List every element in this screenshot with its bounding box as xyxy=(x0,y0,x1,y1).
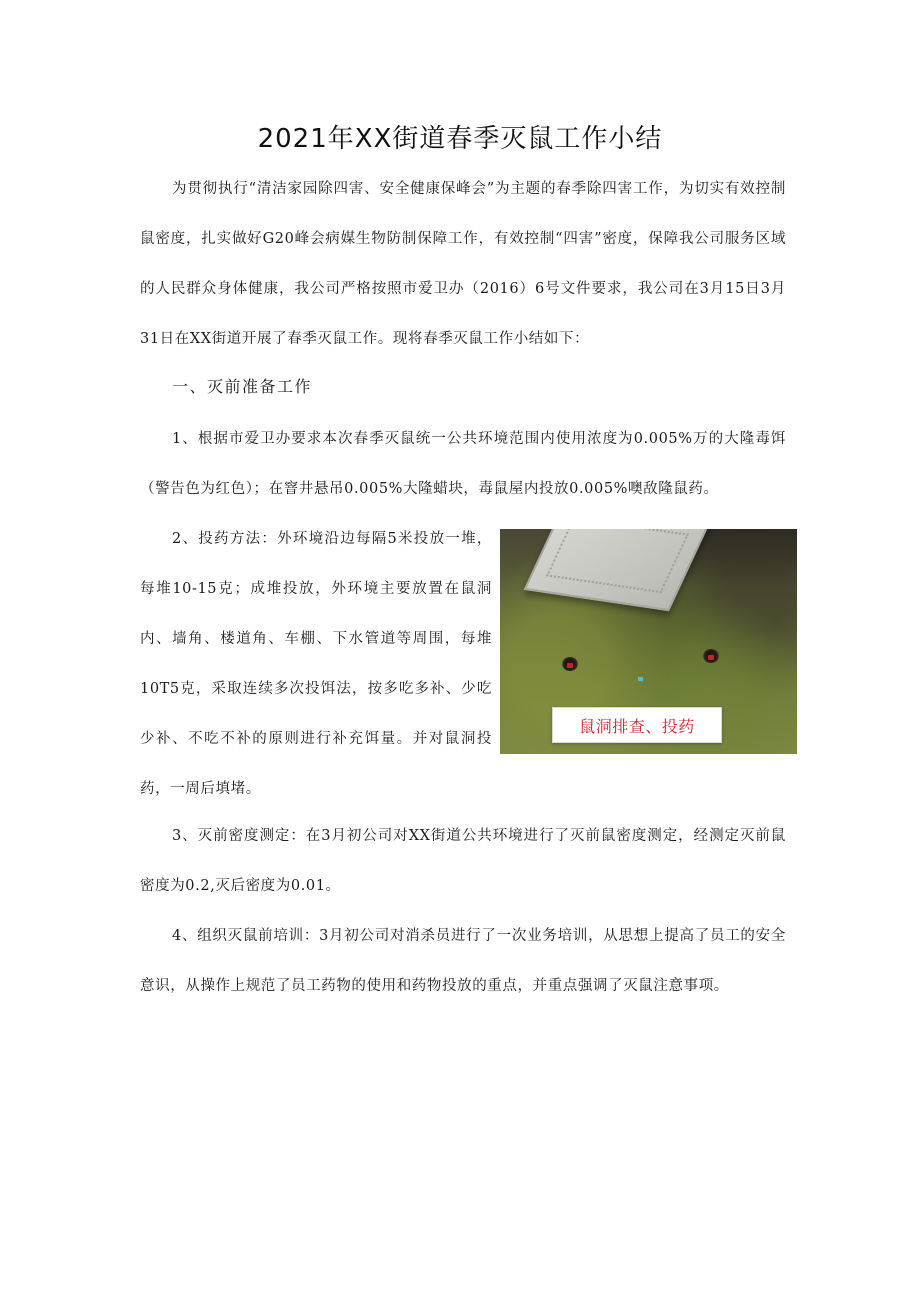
debris-chip xyxy=(638,677,643,681)
rat-hole-photo xyxy=(500,529,797,754)
section-heading: 一、灭前准备工作 xyxy=(172,377,313,396)
intro-paragraph: 为贯彻执行“清洁家园除四害、安全健康保峰会”为主题的春季除四害工作，为切实有效控制鼠密度，扎实做好G20峰会病媒生物防制保障工作，有效控制“四害”密度，保障我公司服务区域的人民群众身体健康，我公司严格按照市爱卫办（2016）6号文件要求，我公司在3月15日3月31日在XX街道开展了春季灭鼠工作。现将春季灭鼠工作小结如下： xyxy=(140,181,786,347)
document-title: 2021年XX街道春季灭鼠工作小结 xyxy=(257,124,663,154)
bait-right xyxy=(708,655,714,660)
bait-left xyxy=(567,663,573,668)
item-paragraph-4: 4、组织灭鼠前培训：3月初公司对消杀员进行了一次业务培训，从思想上提高了员工的安全意识，从操作上规范了员工药物的使用和药物投放的重点，并重点强调了灭鼠注意事项。 xyxy=(140,928,786,994)
item-paragraph-3: 3、灭前密度测定：在3月初公司对XX街道公共环境进行了灭前鼠密度测定，经测定灭前鼠密度为0.2,灭后密度为0.01。 xyxy=(140,828,786,894)
item-paragraph-2: 2、投药方法：外环境沿边每隔5米投放一堆，每堆10-15克；成堆投放，外环境主要放置在鼠洞内、墙角、楼道角、车棚、下水管道等周围，每堆10T5克，采取连续多次投饵法，按多吃多补、少吃少补、不吃不补的原则进行补充饵量。并对鼠洞投药，一周后填堵。 xyxy=(140,531,492,797)
photo-caption: 鼠洞排查、投药 xyxy=(552,707,722,743)
item-paragraph-1: 1、根据市爱卫办要求本次春季灭鼠统一公共环境范围内使用浓度为0.005%万的大隆毒饵（警告色为红色）；在窨井悬吊0.005%大隆蜡块，毒鼠屋内投放0.005%噢敌隆鼠药。 xyxy=(140,431,786,497)
manhole-cover xyxy=(523,529,710,611)
